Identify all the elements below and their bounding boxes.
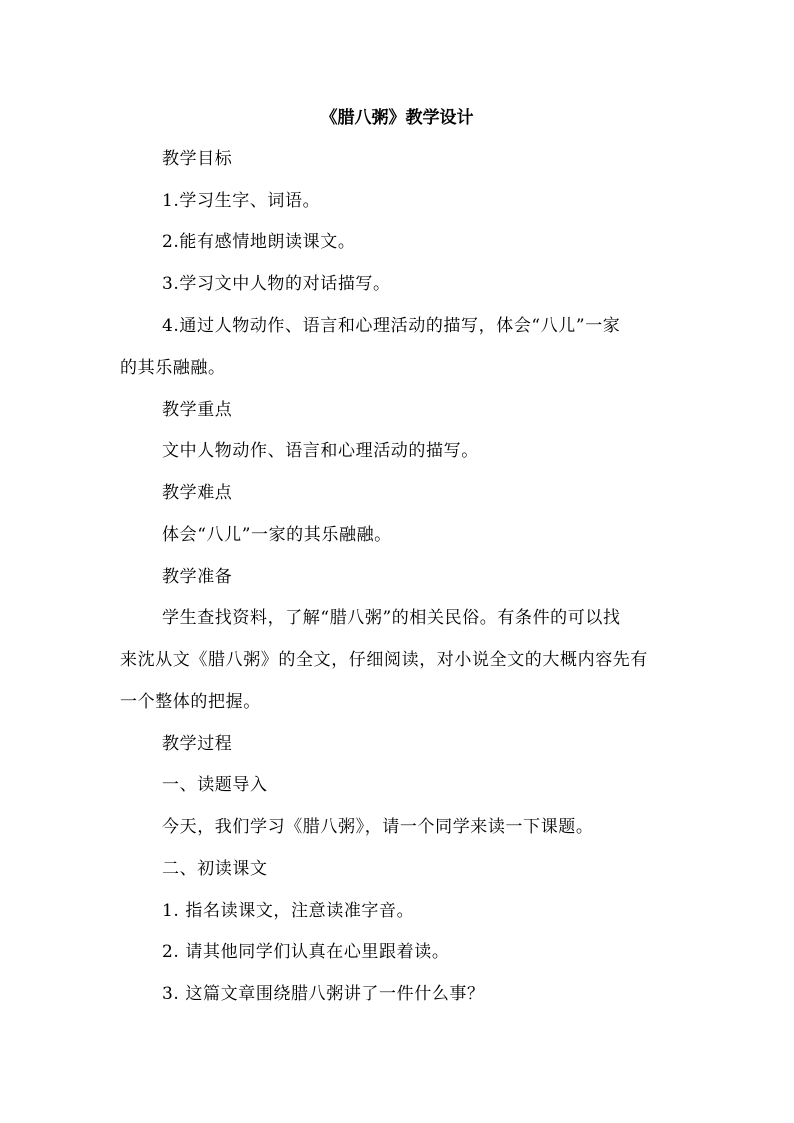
heading-preparation: 教学准备 [162, 567, 233, 587]
section-1-text: 今天，我们学习《腊八粥》，请一个同学来读一下课题。 [162, 817, 594, 837]
objective-item-3: 3.学习文中人物的对话描写。 [162, 274, 391, 294]
section-1-heading: 一、读题导入 [162, 775, 268, 795]
objective-item-2: 2.能有感情地朗读课文。 [162, 232, 356, 252]
key-points-text: 文中人物动作、语言和心理活动的描写。 [162, 441, 479, 461]
preparation-text-line-1: 学生查找资料，了解“腊八粥”的相关民俗。有条件的可以找 [162, 608, 621, 628]
heading-difficulties: 教学难点 [162, 483, 233, 503]
heading-teaching-objectives: 教学目标 [162, 149, 233, 169]
heading-teaching-process: 教学过程 [162, 734, 233, 754]
document-title: 《腊八粥》教学设计 [320, 108, 474, 128]
objective-item-4: 4.通过人物动作、语言和心理活动的描写，体会“八儿”一家 [162, 316, 621, 336]
objective-item-1: 1.学习生字、词语。 [162, 191, 321, 211]
preparation-text-line-3: 一个整体的把握。 [120, 692, 261, 712]
section-2-item-1: 1. 指名读课文，注意读准字音。 [162, 901, 415, 921]
preparation-text-line-2: 来沈从文《腊八粥》的全文，仔细阅读，对小说全文的大概内容先有 [120, 650, 648, 670]
difficulties-text: 体会“八儿”一家的其乐融融。 [162, 525, 392, 545]
section-2-item-2: 2. 请其他同学们认真在心里跟着读。 [162, 942, 450, 962]
section-2-heading: 二、初读课文 [162, 859, 268, 879]
heading-key-points: 教学重点 [162, 400, 233, 420]
objective-item-4-continued: 的其乐融融。 [120, 358, 226, 378]
section-2-item-3: 3. 这篇文章围绕腊八粥讲了一件什么事？ [162, 984, 485, 1004]
